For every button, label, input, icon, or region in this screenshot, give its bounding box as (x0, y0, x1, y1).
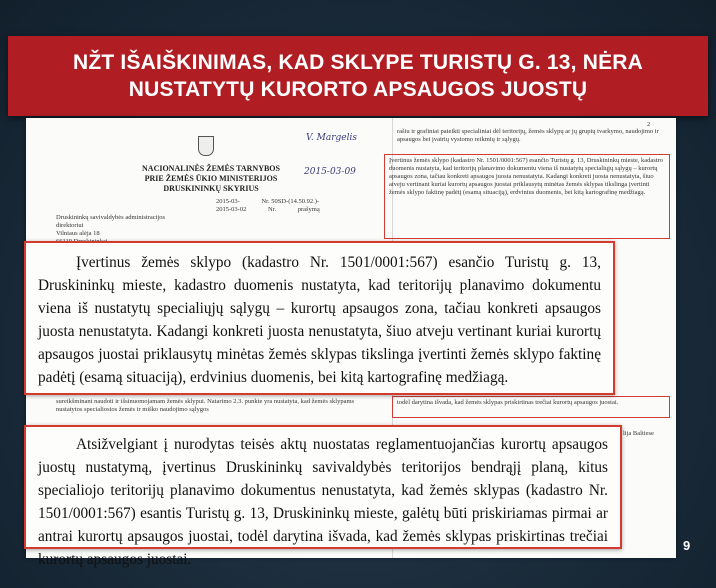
registration-info: 2015-03- Nr. 50SD-(14.50.92.)- 2015-03-02 Nr. prašymą (216, 198, 320, 213)
addressee-block: Druskininkų savivaldybės administracijos direktoriui Vilniaus alėja 18 (56, 214, 166, 237)
slide-title: NŽT IŠAIŠKINIMAS, KAD SKLYPE TURISTŲ G. 13, NĖRA NUSTATYTŲ KURORTO APSAUGOS JUOSTŲ (72, 51, 644, 101)
callout-conclusion (24, 425, 622, 568)
right-top-text: rašiu ir grafiniai pateikti specialiniai dėl teritorijų, žemės sklypų ar jų grupių tvarkymo, naudojimo ir apsaugos bei įvairių vystomo reikmių ir sąlygų. (397, 128, 659, 143)
slide-number: 9 (683, 538, 691, 553)
coat-of-arms-icon (198, 136, 214, 156)
right-side-note: lija Baltiese (623, 430, 654, 437)
callout-assessment-text: Įvertinus žemės sklypo (kadastro Nr. 1501/0001:567) esančio Turistų g. 13, Druskininkų mieste, kadastro duomenis nustatyta, kad teritorijų planavimo dokumentu viena iš nustatytų specialiųjų sąlygų – kurortų apsaugos zona, tačiau konkreti apsaugos juosta nenustatyta. Kadangi konkreti juosta nenustatyta, šiuo atveju vertinant kuriai kurortų apsaugos juostai priklausytų minėtas žemės sklypas tikslinga įvertinti žemės sklypo faktinę padėtį (esamą situaciją), erdvinius duomenis, bei kitą kartografinę medžiagą. (38, 254, 601, 386)
callout-conclusion-text: Atsižvelgiant į nurodytas teisės aktų nuostatas reglamentuojančias kurortų apsaugos juostų nustatymą, įvertinus Druskininkų savivaldybės teritorijos bendrąjį planą, kitus specialiojo teritorijų planavimo dokumentus nenustatyta, kad žemės sklypas (kadastro Nr. 1501/0001:567) esantis Turistų g. 13, Druskininkų mieste, galėtų būti priskiriamas pirmai ar antrai kurortų apsaugos juostai, todėl darytina išvada, kad žemės sklypas priskirtinas trečiai kurortų apsaugos juostai. (38, 436, 608, 568)
left-body-text: sureikšminant naudoti ir išsinuomojamam žemės sklypui. Natarimo 2.3. punkte yra nustatyta, kad žemės sklypams nustatytos specialiosios žemės ir miško naudojimo sąlygos (56, 398, 355, 413)
handwritten-stamp: V. Margelis 2015-03-09 (304, 133, 357, 177)
page-marker: 2 (647, 121, 651, 128)
title-banner (8, 36, 708, 116)
callout-assessment (24, 241, 615, 395)
highlighted-conclusion-box: todėl darytina išvada, kad žemės sklypas priskirtinas trečiai kurortų apsaugos juostai. (392, 396, 670, 418)
organization-header: NACIONALINĖS ŽEMĖS TARNYBOS PRIE ŽEMĖS ŪKIO MINISTERIJOS DRUSKININKŲ SKYRIUS (142, 164, 280, 193)
highlighted-paragraph-box: Įvertinus žemės sklypo (kadastro Nr. 1501/0001:567) esančio Turistų g. 13, Druskininkų mieste, kadastro duomenis nustatyta, kad teritorijų planavimo dokumentu viena iš nustatytų specialiųjų sąlygų – kurortų apsaugos zona, tačiau konkreti apsaugos juosta nenustatyta. Kadangi konkreti juosta nenustatyta, šiuo atveju vertinant kuriai kurortų apsaugos juostai priklausytų minėtas žemės sklypas tikslinga įvertinti žemės sklypo faktinę padėtį (esamą situaciją), erdvinius duomenis, bei kitą kartografinę medžiagą. (384, 154, 670, 239)
